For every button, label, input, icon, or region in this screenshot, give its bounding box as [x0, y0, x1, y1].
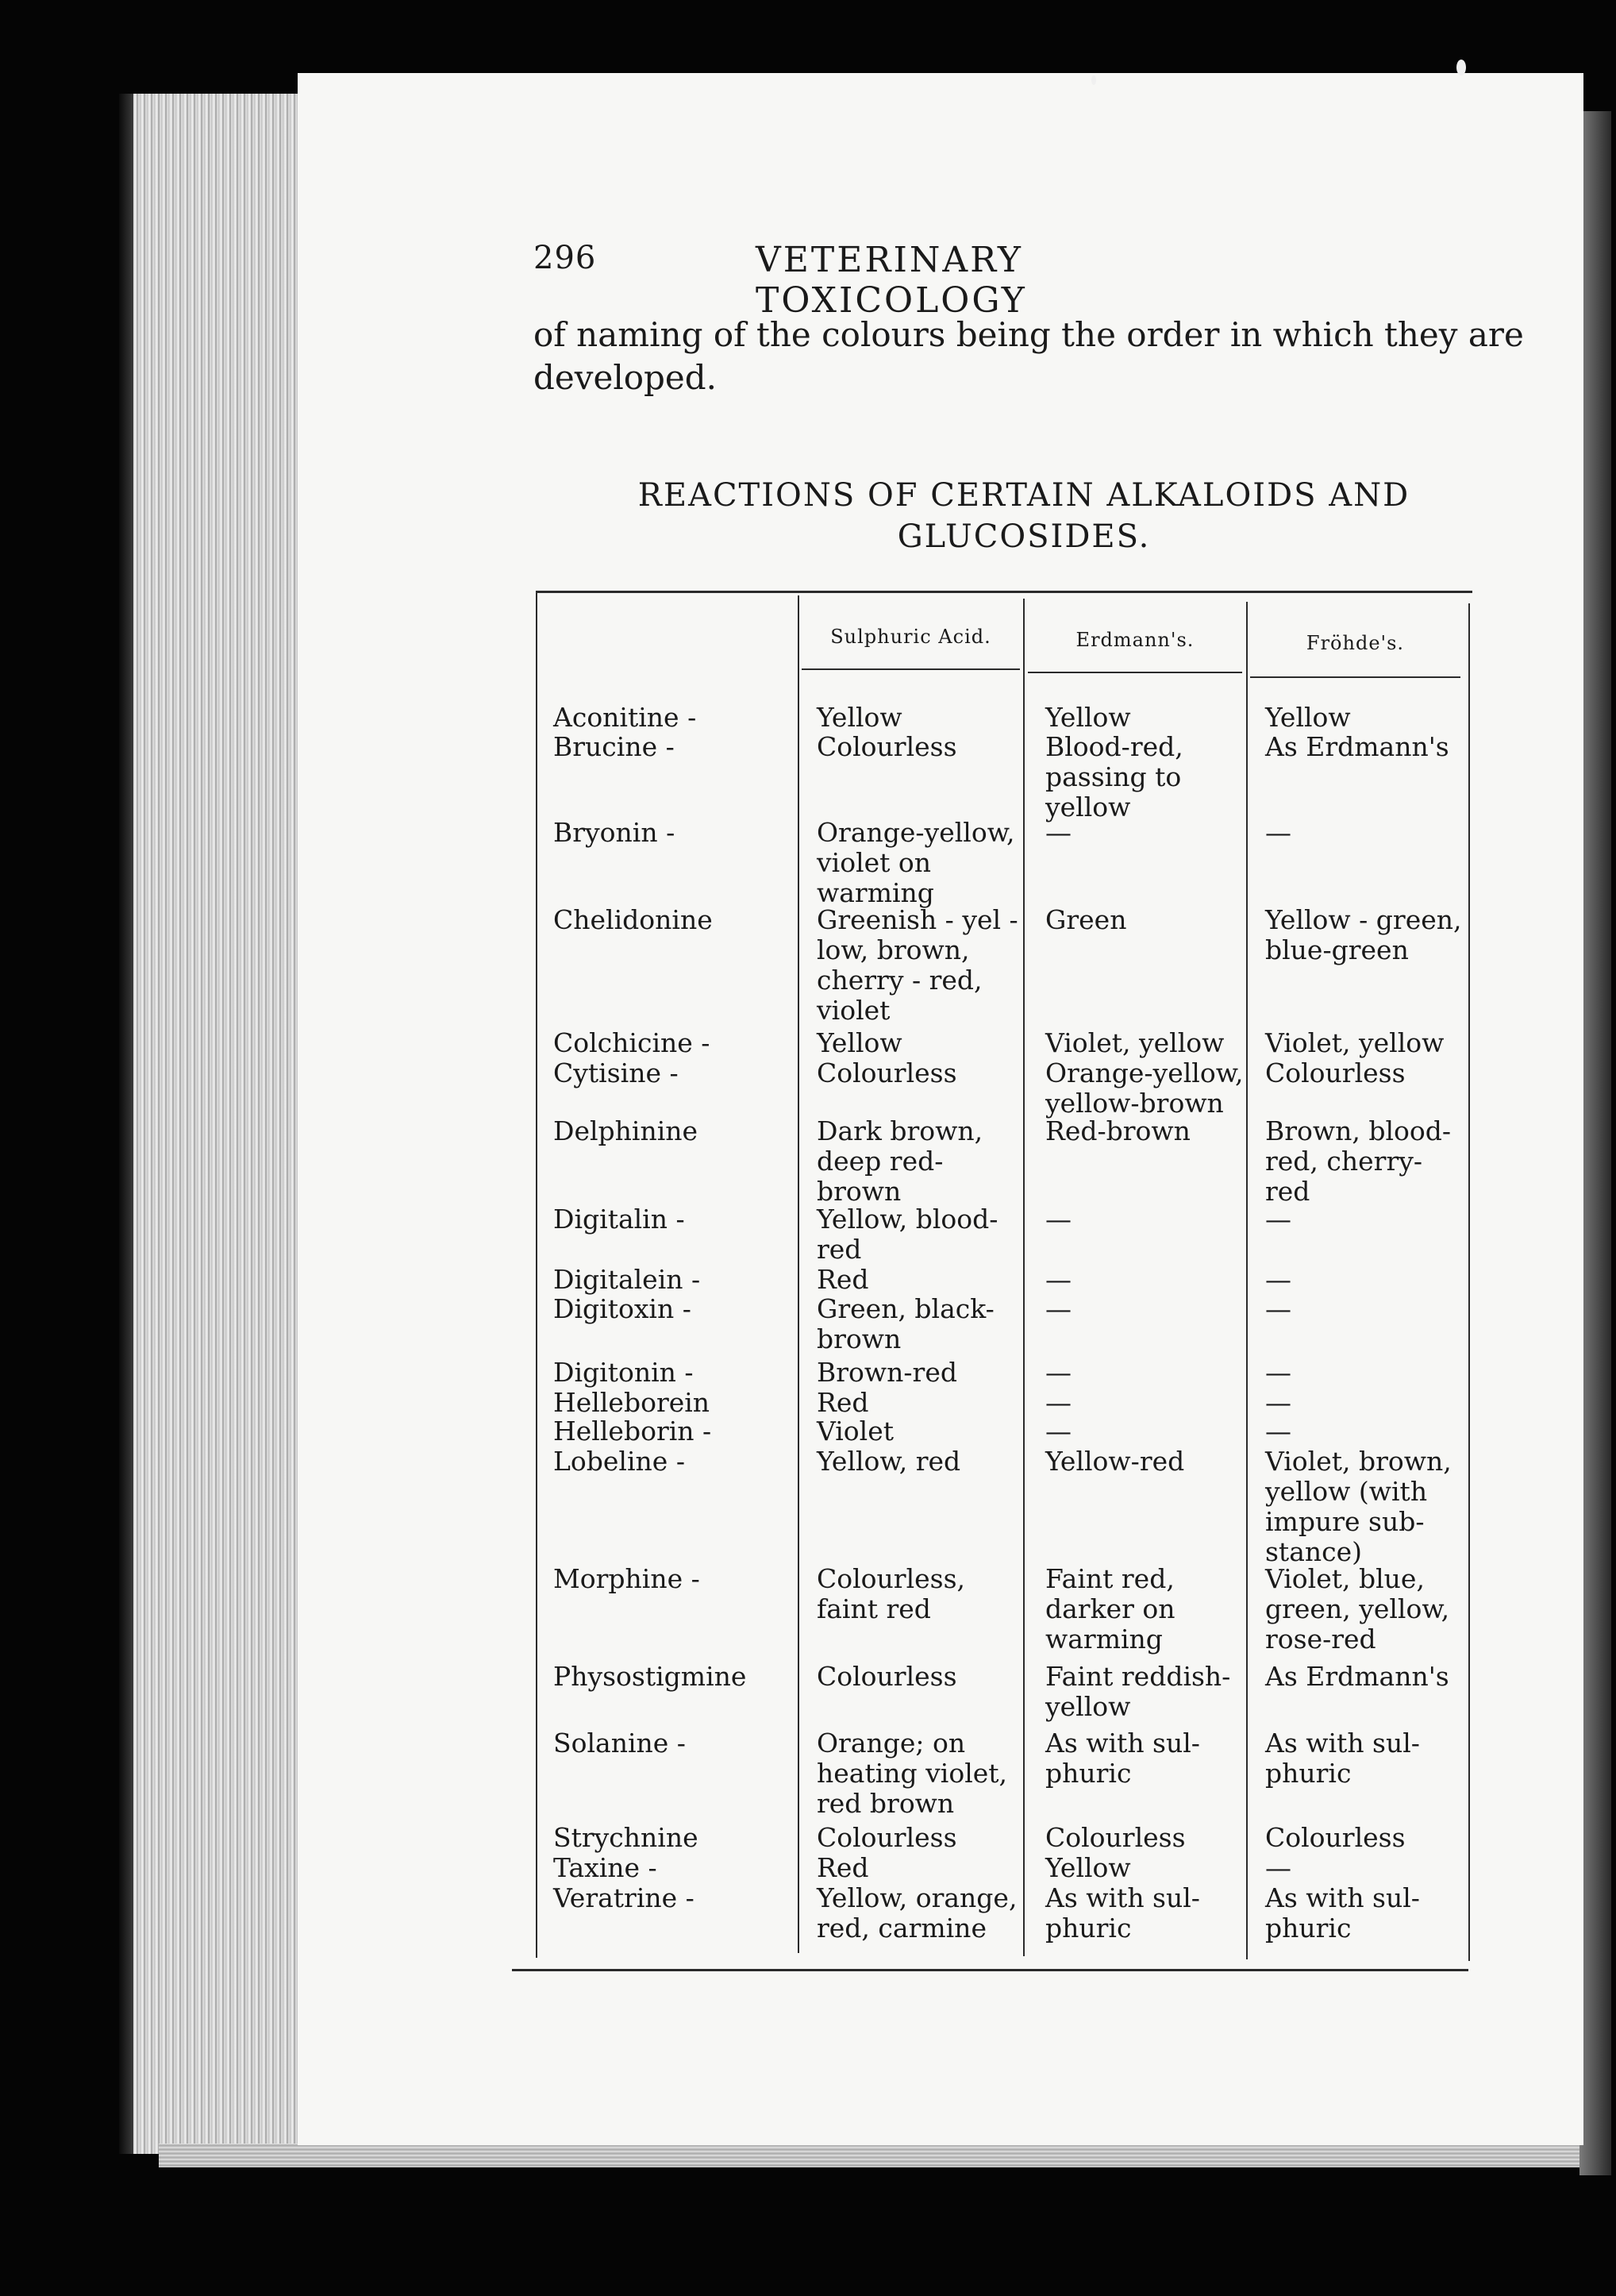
sulphuric-acid-cell: Yellow, orange, red, carmine [817, 1882, 1018, 1944]
page-number: 296 [533, 240, 597, 276]
erdmann-cell: — [1045, 1416, 1072, 1447]
scan-speck [1456, 60, 1466, 75]
sulphuric-acid-cell: Colourless, faint red [817, 1563, 966, 1624]
column-header-frohde: Fröhde's. [1306, 632, 1405, 654]
alkaloid-name-cell: Strychnine [553, 1822, 698, 1853]
frohde-cell: Violet, blue, green, yellow, rose-red [1265, 1563, 1450, 1655]
erdmann-cell: Yellow [1045, 1852, 1131, 1883]
erdmann-cell: Blood-red, passing to yellow [1045, 731, 1183, 822]
alkaloid-name-cell: Taxine - [553, 1852, 657, 1883]
frohde-cell: — [1265, 817, 1291, 848]
sulphuric-acid-cell: Greenish - yel - low, brown, cherry - red, violet [817, 904, 1018, 1026]
column-rule [536, 592, 537, 1958]
frohde-cell: — [1265, 1387, 1291, 1418]
alkaloid-name-cell: Digitalein - [553, 1264, 701, 1295]
alkaloid-name-cell: Helleborein [553, 1387, 710, 1418]
frohde-cell: Violet, yellow [1265, 1027, 1445, 1058]
sulphuric-acid-cell: Colourless [817, 1661, 957, 1692]
intro-line: of naming of the colours being the order in which they are [533, 315, 1524, 354]
table-bottom-rule [512, 1969, 1468, 1971]
alkaloid-name-cell: Bryonin - [553, 817, 675, 848]
alkaloid-name-cell: Chelidonine [553, 904, 713, 935]
frohde-cell: — [1265, 1357, 1291, 1388]
sulphuric-acid-cell: Orange; on heating violet, red brown [817, 1728, 1008, 1819]
sulphuric-acid-cell: Yellow [817, 702, 902, 733]
sulphuric-acid-cell: Red [817, 1264, 869, 1295]
frohde-cell: As with sul- phuric [1265, 1882, 1420, 1944]
sulphuric-acid-cell: Red [817, 1852, 869, 1883]
erdmann-cell: — [1045, 1293, 1072, 1324]
book-bottom-edge [159, 2144, 1579, 2167]
alkaloid-name-cell: Brucine - [553, 731, 675, 762]
erdmann-cell: As with sul- phuric [1045, 1882, 1200, 1944]
column-rule [798, 595, 799, 1953]
erdmann-cell: — [1045, 1264, 1072, 1295]
frohde-cell: Yellow [1265, 702, 1351, 733]
intro-line: developed. [533, 358, 718, 397]
table-top-rule [536, 591, 1472, 593]
sulphuric-acid-cell: Colourless [817, 1822, 957, 1853]
table-title-line: GLUCOSIDES. [897, 518, 1151, 555]
scan-speck [1091, 75, 1096, 85]
frohde-cell: As with sul- phuric [1265, 1728, 1420, 1789]
alkaloid-name-cell: Morphine - [553, 1563, 700, 1594]
frohde-cell: As Erdmann's [1265, 731, 1449, 762]
erdmann-cell: Faint red, darker on warming [1045, 1563, 1175, 1655]
alkaloid-name-cell: Aconitine - [553, 702, 697, 733]
alkaloid-name-cell: Veratrine - [553, 1882, 694, 1913]
column-header-sulphuric: Sulphuric Acid. [830, 626, 991, 648]
alkaloid-name-cell: Digitoxin - [553, 1293, 691, 1324]
column-rule [1468, 603, 1470, 1961]
sulphuric-acid-cell: Yellow [817, 1027, 902, 1058]
header-rule [802, 668, 1020, 670]
alkaloid-name-cell: Helleborin - [553, 1416, 712, 1447]
table-title [508, 475, 1540, 557]
erdmann-cell: Colourless [1045, 1822, 1186, 1853]
frohde-cell: — [1265, 1264, 1291, 1295]
sulphuric-acid-cell: Green, black- brown [817, 1293, 995, 1354]
sulphuric-acid-cell: Yellow, red [817, 1446, 961, 1477]
frohde-cell: Colourless [1265, 1822, 1406, 1853]
sulphuric-acid-cell: Red [817, 1387, 869, 1418]
frohde-cell: Brown, blood- red, cherry- red [1265, 1115, 1452, 1207]
sulphuric-acid-cell: Violet [817, 1416, 895, 1447]
alkaloid-name-cell: Digitalin - [553, 1204, 685, 1235]
alkaloid-name-cell: Lobeline - [553, 1446, 685, 1477]
alkaloid-name-cell: Colchicine - [553, 1027, 710, 1058]
erdmann-cell: Red-brown [1045, 1115, 1191, 1146]
sulphuric-acid-cell: Colourless [817, 731, 957, 762]
sulphuric-acid-cell: Orange-yellow, violet on warming [817, 817, 1015, 908]
sulphuric-acid-cell: Dark brown, deep red- brown [817, 1115, 983, 1207]
alkaloid-name-cell: Cytisine - [553, 1057, 679, 1088]
column-header-erdmann: Erdmann's. [1075, 629, 1195, 651]
erdmann-cell: Orange-yellow, yellow-brown [1045, 1057, 1244, 1119]
frohde-cell: — [1265, 1293, 1291, 1324]
table-title-line: REACTIONS OF CERTAIN ALKALOIDS AND [637, 477, 1410, 514]
erdmann-cell: Green [1045, 904, 1127, 935]
header-rule [1250, 676, 1460, 678]
erdmann-cell: Faint reddish- yellow [1045, 1661, 1231, 1722]
book-page-edges [133, 94, 300, 2154]
book-right-edge [1579, 111, 1611, 2175]
frohde-cell: — [1265, 1852, 1291, 1883]
sulphuric-acid-cell: Brown-red [817, 1357, 957, 1388]
erdmann-cell: — [1045, 1357, 1072, 1388]
frohde-cell: — [1265, 1204, 1291, 1235]
erdmann-cell: Yellow-red [1045, 1446, 1185, 1477]
frohde-cell: Violet, brown, yellow (with impure sub- stance) [1265, 1446, 1452, 1567]
frohde-cell: As Erdmann's [1265, 1661, 1449, 1692]
header-rule [1028, 672, 1242, 673]
frohde-cell: Colourless [1265, 1057, 1406, 1088]
sulphuric-acid-cell: Yellow, blood- red [817, 1204, 998, 1265]
alkaloid-name-cell: Delphinine [553, 1115, 698, 1146]
running-head [533, 240, 1287, 321]
running-title: VETERINARY TOXICOLOGY [756, 240, 1027, 321]
erdmann-cell: Yellow [1045, 702, 1131, 733]
intro-paragraph [533, 314, 1524, 399]
erdmann-cell: Violet, yellow [1045, 1027, 1225, 1058]
erdmann-cell: As with sul- phuric [1045, 1728, 1200, 1789]
erdmann-cell: — [1045, 817, 1072, 848]
sulphuric-acid-cell: Colourless [817, 1057, 957, 1088]
reactions-table [536, 587, 1472, 1985]
frohde-cell: Yellow - green, blue-green [1265, 904, 1462, 965]
alkaloid-name-cell: Physostigmine [553, 1661, 747, 1692]
frohde-cell: — [1265, 1416, 1291, 1447]
alkaloid-name-cell: Solanine - [553, 1728, 686, 1759]
erdmann-cell: — [1045, 1387, 1072, 1418]
erdmann-cell: — [1045, 1204, 1072, 1235]
alkaloid-name-cell: Digitonin - [553, 1357, 694, 1388]
